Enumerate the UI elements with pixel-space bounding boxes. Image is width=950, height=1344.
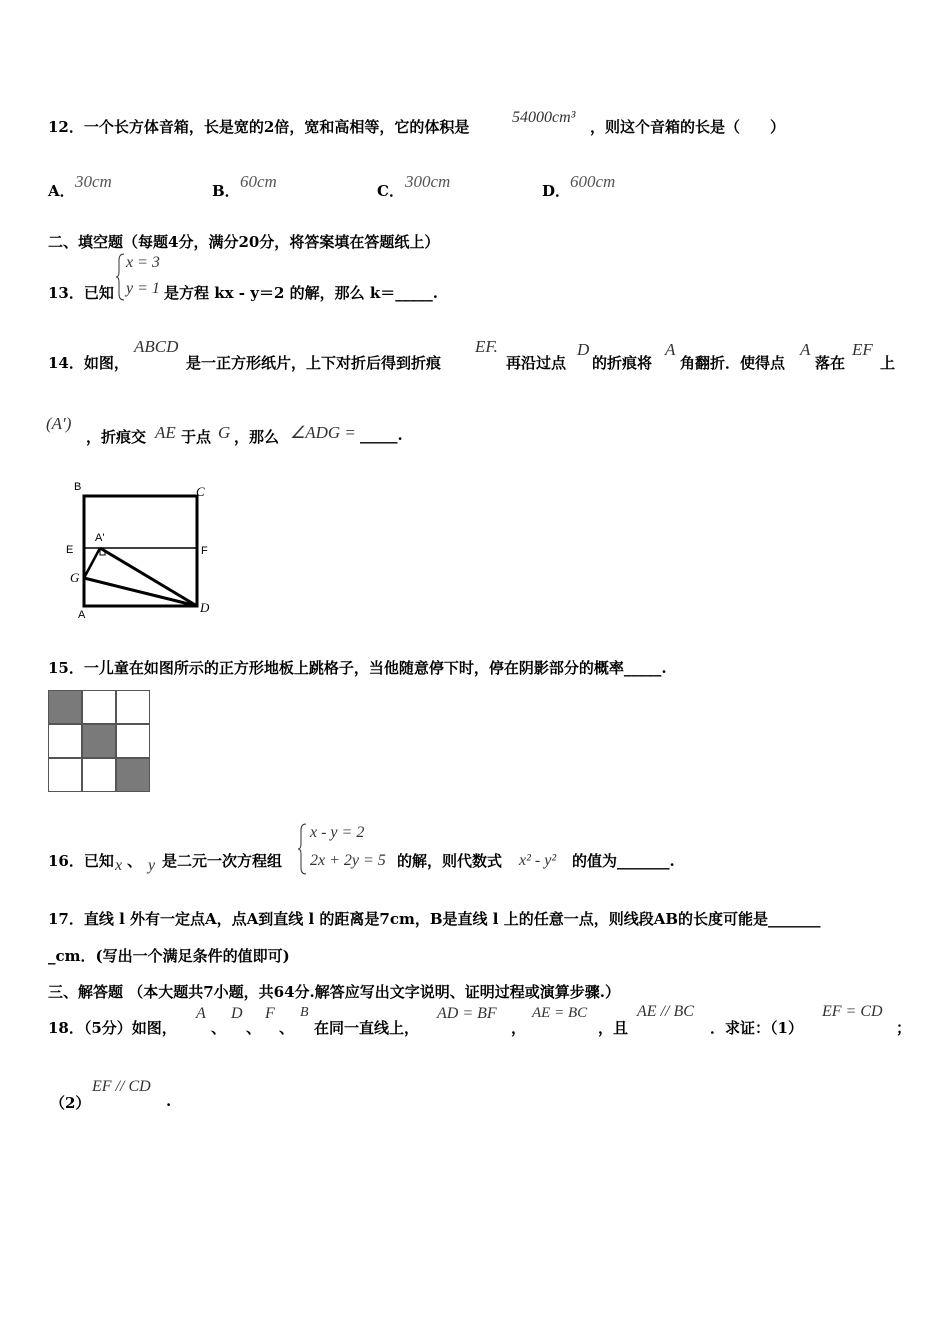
q18-c4: EF = CD bbox=[822, 1003, 883, 1020]
q14-m6: EF bbox=[852, 340, 873, 359]
grid-cell-shaded bbox=[48, 690, 82, 724]
q18-p3: ．求证：（1） bbox=[710, 1019, 803, 1037]
q14-p9: 于点 bbox=[181, 428, 212, 446]
q13-eq1: x = 3 bbox=[126, 254, 160, 271]
q12-option-d-label: D． bbox=[542, 182, 571, 200]
section-3-heading: 三、解答题 （本大题共7小题，共64分.解答应写出文字说明、证明过程或演算步骤.） bbox=[48, 983, 620, 1001]
label-e: E bbox=[66, 544, 74, 556]
q14-p2: 是一正方形纸片，上下对折后得到折痕 bbox=[186, 354, 442, 372]
q18-c1: AD = BF bbox=[437, 1005, 497, 1022]
q18-end: . bbox=[166, 1092, 172, 1110]
q16-eq1: x - y = 2 bbox=[310, 824, 365, 841]
q18-p1: 18．（5分）如图， bbox=[48, 1019, 177, 1037]
grid-cell-shaded bbox=[116, 758, 150, 792]
q14-p1: 14．如图， bbox=[48, 354, 129, 372]
q18-s6: ； bbox=[896, 1019, 912, 1037]
q16-eq2: 2x + 2y = 5 bbox=[310, 852, 386, 869]
q13-text: 是方程 kx - y＝2 的解，那么 k＝_____. bbox=[164, 284, 438, 302]
q16-x: x bbox=[115, 857, 123, 874]
label-f: F bbox=[201, 545, 208, 557]
label-a: A bbox=[78, 609, 86, 621]
segment-g-a1 bbox=[84, 548, 100, 578]
q18-s3: 、 bbox=[279, 1019, 295, 1037]
grid-cell bbox=[116, 690, 150, 724]
q18-c3: AE // BC bbox=[637, 1003, 694, 1020]
q12-volume: 54000cm³ bbox=[512, 109, 576, 126]
q14-p7: 上 bbox=[880, 354, 896, 372]
label-c: C bbox=[196, 484, 205, 499]
q18-c5: EF // CD bbox=[92, 1078, 151, 1095]
segment-a1-d bbox=[100, 548, 197, 606]
q14-m7: (A′) bbox=[46, 414, 72, 433]
q15-grid bbox=[48, 690, 150, 792]
q17-line2: _cm．(写出一个满足条件的值即可) bbox=[48, 947, 290, 965]
grid-cell-shaded bbox=[82, 724, 116, 758]
q17-line1: 17．直线 l 外有一定点A，点A到直线 l 的距离是7cm，B是直线 l 上的任意一点，则线段AB的长度可能是_______ bbox=[48, 910, 821, 928]
q12-stem: 12．一个长方体音箱，长是宽的2倍，宽和高相等，它的体积是 bbox=[48, 118, 470, 136]
label-b: B bbox=[74, 481, 82, 493]
q18-s1: 、 bbox=[211, 1019, 227, 1037]
q16-expr: x² - y² bbox=[519, 852, 557, 869]
q12-option-d-value: 600cm bbox=[570, 172, 616, 191]
q12-option-c-value: 300cm bbox=[405, 172, 451, 191]
q12-option-a-label: A． bbox=[48, 182, 75, 200]
q18-s4: ， bbox=[511, 1019, 527, 1037]
q14-m2: EF. bbox=[475, 337, 498, 356]
crease-gd bbox=[84, 578, 197, 606]
grid-cell bbox=[48, 724, 82, 758]
q14-m9: G bbox=[218, 423, 231, 442]
q13-eq2: y = 1 bbox=[126, 280, 160, 297]
q16-prefix: 16．已知 bbox=[48, 852, 114, 870]
q14-m5: A bbox=[800, 340, 811, 359]
q18-f: F bbox=[265, 1005, 275, 1022]
grid-cell bbox=[48, 758, 82, 792]
q14-m10: ∠ADG = bbox=[290, 423, 356, 442]
q14-m3: D bbox=[577, 340, 590, 359]
q14-m8: AE bbox=[155, 423, 176, 442]
q18-s2: 、 bbox=[246, 1019, 262, 1037]
q18-b: B bbox=[300, 1005, 309, 1020]
q12-option-a-value: 30cm bbox=[75, 172, 112, 191]
q16-tail: 的值为_______. bbox=[572, 852, 675, 870]
q14-p8: ，折痕交 bbox=[86, 428, 147, 446]
q12-stem-end: ，则这个音箱的长是（ ） bbox=[590, 118, 786, 136]
square-abcd bbox=[84, 496, 197, 606]
q13-brace bbox=[116, 252, 126, 302]
q16-sep: 、 bbox=[127, 852, 143, 870]
grid-cell bbox=[82, 690, 116, 724]
q16-brace bbox=[298, 822, 308, 876]
q16-mid2: 的解，则代数式 bbox=[397, 852, 503, 870]
q13-prefix: 13．已知 bbox=[48, 284, 114, 302]
label-d: D bbox=[200, 600, 210, 615]
q18-p2: 在同一直线上， bbox=[314, 1019, 420, 1037]
q16-mid: 是二元一次方程组 bbox=[162, 852, 283, 870]
q12-option-b-value: 60cm bbox=[240, 172, 277, 191]
q18-d: D bbox=[231, 1005, 243, 1022]
q14-m1: ABCD bbox=[134, 337, 179, 356]
q18-a: A bbox=[196, 1005, 206, 1022]
label-g: G bbox=[70, 570, 80, 585]
grid-cell bbox=[116, 724, 150, 758]
q14-p3: 再沿过点 bbox=[506, 354, 567, 372]
q14-p10: ，那么 bbox=[234, 428, 280, 446]
q18-s5: ，且 bbox=[598, 1019, 629, 1037]
q14-figure bbox=[60, 474, 220, 622]
section-2-heading: 二、填空题（每题4分，满分20分，将答案填在答题纸上） bbox=[48, 233, 440, 251]
label-a-prime: A' bbox=[95, 532, 105, 544]
q15-text: 15．一儿童在如图所示的正方形地板上跳格子，当他随意停下时，停在阴影部分的概率_____. bbox=[48, 659, 667, 677]
q14-p5: 角翻折．使得点 bbox=[680, 354, 786, 372]
q16-y: y bbox=[148, 857, 156, 874]
q18-p4: （2） bbox=[50, 1094, 91, 1112]
grid-cell bbox=[82, 758, 116, 792]
q14-p11: _____. bbox=[360, 426, 403, 444]
q12-option-b-label: B． bbox=[212, 182, 240, 200]
q14-p4: 的折痕将 bbox=[592, 354, 653, 372]
q12-option-c-label: C． bbox=[377, 182, 404, 200]
q14-p6: 落在 bbox=[815, 354, 846, 372]
q14-m4: A bbox=[665, 340, 676, 359]
q18-c2: AE = BC bbox=[532, 1005, 588, 1021]
